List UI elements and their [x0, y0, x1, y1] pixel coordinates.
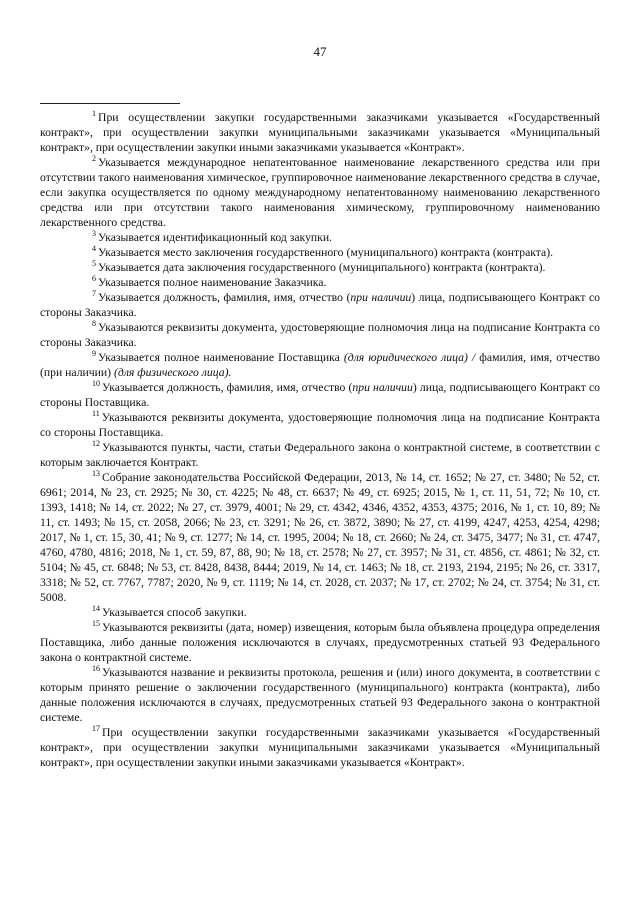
footnote-13 [40, 470, 600, 605]
footnote-text: Собрание законодательства Российской Федерации, 2013, № 14, ст. 1652; № 27, ст. 3480; № 52, ст. 6961; 2014, № 23, ст. 2925; № 30, ст. 4225; № 48, ст. 6637; № 49, ст. 6925; 2015, № 1, ст. 11, 51, 72; № 10, ст. 1393, 1418; № 14, ст. 2022; № 27, ст. 3979, 4001; № 29, ст. 4342, 4346, 4352, 4353, 4375; 2016, № 1, ст. 10, 89; № 11, ст. 1493; № 15, ст. 2058, 2066; № 23, ст. 3291; № 26, ст. 3872, 3890; № 27, ст. 4199, 4247, 4253, 4254, 4298; 2017, № 1, ст. 15, 30, 41; № 9, ст. 1277; № 14, ст. 1995, 2004; № 18, ст. 2660; № 24, ст. 3475, 3477; № 31, ст. 4747, 4760, 4780, 4816; 2018, № 1, ст. 59, 87, 88, 90; № 18, ст. 2578; № 27, ст. 3957; № 31, ст. 4856, ст. 4861; № 32, ст. 5104; № 45, ст. 6848; № 53, ст. 8428, 8438, 8444; 2019, № 14, ст. 1463; № 18, ст. 2193, 2194, 2195; № 26, ст. 3317, 3318; № 52, ст. 7767, 7787; 2020, № 9, ст. 1119; № 14, ст. 2028, ст. 2037; № 17, ст. 2702; № 24, ст. 3754; № 31, ст. 5008. [40, 471, 600, 604]
footnote-11 [40, 410, 600, 440]
footnote-text: При осуществлении закупки государственными заказчиками указывается «Государственный контракт», при осуществлении закупки муниципальными заказчиками указывается «Муниципальный контракт», при осуществлении закупки иными заказчиками указывается «Контракт». [40, 111, 600, 154]
footnote-10 [40, 380, 600, 410]
footnote-text: При осуществлении закупки государственными заказчиками указывается «Государственный контракт», при осуществлении закупки муниципальными заказчиками указывается «Муниципальный контракт», при осуществлении закупки иными заказчиками указывается «Контракт». [40, 726, 600, 769]
footnote-text: Указывается полное наименование Поставщика [98, 351, 344, 364]
footnote-number: 17 [92, 724, 100, 733]
footnote-number: 10 [92, 379, 100, 388]
footnote-16 [40, 665, 600, 725]
footnote-number: 8 [92, 319, 96, 328]
footnotes-section [40, 110, 600, 770]
footnote-number: 6 [92, 274, 96, 283]
footnote-text: Указываются название и реквизиты протокола, решения и (или) иного документа, в соответствии с которым принято решение о заключении государственного (муниципального) контракта (контракта), либо данные положения исключаются в случаях, предусмотренных статьей 93 Федерального закона о контрактной системе. [40, 666, 600, 724]
footnote-text: Указывается должность, фамилия, имя, отчество ( [98, 291, 351, 304]
footnote-number: 9 [92, 349, 96, 358]
footnote-text: Указывается полное наименование Заказчика. [98, 276, 327, 289]
footnote-number: 13 [92, 469, 100, 478]
footnote-2 [40, 155, 600, 230]
footnote-number: 7 [92, 289, 96, 298]
footnote-text: Указывается способ закупки. [102, 606, 247, 619]
footnote-text: Указываются реквизиты документа, удостоверяющие полномочия лица на подписание Контракта со стороны Заказчика. [40, 321, 600, 349]
footnote-5 [40, 260, 600, 275]
footnote-separator [40, 103, 180, 104]
footnote-text: ) лица, подписывающего Контракт со стороны Поставщика. [40, 381, 600, 409]
footnote-number: 11 [92, 409, 100, 418]
footnote-14 [40, 605, 600, 620]
footnote-italic-text: (для физического лица). [114, 366, 232, 379]
footnote-text: фамилия, имя, отчество (при наличии) [40, 351, 600, 379]
footnote-number: 16 [92, 664, 100, 673]
footnote-text: Указывается место заключения государственного (муниципального) контракта (контракта). [98, 246, 554, 259]
footnote-number: 5 [92, 259, 96, 268]
footnote-1 [40, 110, 600, 155]
footnote-number: 15 [92, 619, 100, 628]
footnote-text: Указываются реквизиты (дата, номер) извещения, которым была объявлена процедура определения Поставщика, либо данные положения исключаются в случаях, предусмотренных статьей 93 Федерального закона о контрактной системе. [40, 621, 600, 664]
footnote-text: Указываются реквизиты документа, удостоверяющие полномочия лица на подписание Контракта со стороны Поставщика. [40, 411, 600, 439]
footnote-17 [40, 725, 600, 770]
footnote-7 [40, 290, 600, 320]
footnote-text: Указывается международное непатентованное наименование лекарственного средства или при отсутствии такого наименования химическое, группировочное наименование лекарственного средства в случае, если закупка осуществляется по одному международному непатентованному наименованию лекарственного средства или при отсутствии такого наименования химическому, группировочному наименованию лекарственного средства. [40, 156, 600, 229]
footnote-9 [40, 350, 600, 380]
footnote-4 [40, 245, 600, 260]
footnote-number: 12 [92, 439, 100, 448]
footnote-italic-text: при наличии [352, 381, 413, 394]
footnote-text: Указываются пункты, части, статьи Федерального закона о контрактной системе, в соответствии с которым заключается Контракт. [40, 441, 600, 469]
footnote-number: 14 [92, 604, 100, 613]
footnote-number: 3 [92, 229, 96, 238]
footnote-text: Указывается идентификационный код закупки. [98, 231, 333, 244]
footnote-italic-text: (для юридического лица) / [343, 351, 476, 364]
page-number: 47 [313, 44, 327, 59]
footnote-12 [40, 440, 600, 470]
footnote-italic-text: при наличии [350, 291, 412, 304]
footnote-6 [40, 275, 600, 290]
footnote-number: 1 [92, 109, 96, 118]
footnote-text: ) лица, подписывающего Контракт со стороны Заказчика. [40, 291, 600, 319]
footnote-text: Указывается должность, фамилия, имя, отчество ( [102, 381, 353, 394]
footnote-number: 4 [92, 244, 96, 253]
footnote-text: Указывается дата заключения государственного (муниципального) контракта (контракта). [98, 261, 546, 274]
footnote-8 [40, 320, 600, 350]
footnote-3 [40, 230, 600, 245]
footnote-number: 2 [92, 154, 96, 163]
footnote-15 [40, 620, 600, 665]
